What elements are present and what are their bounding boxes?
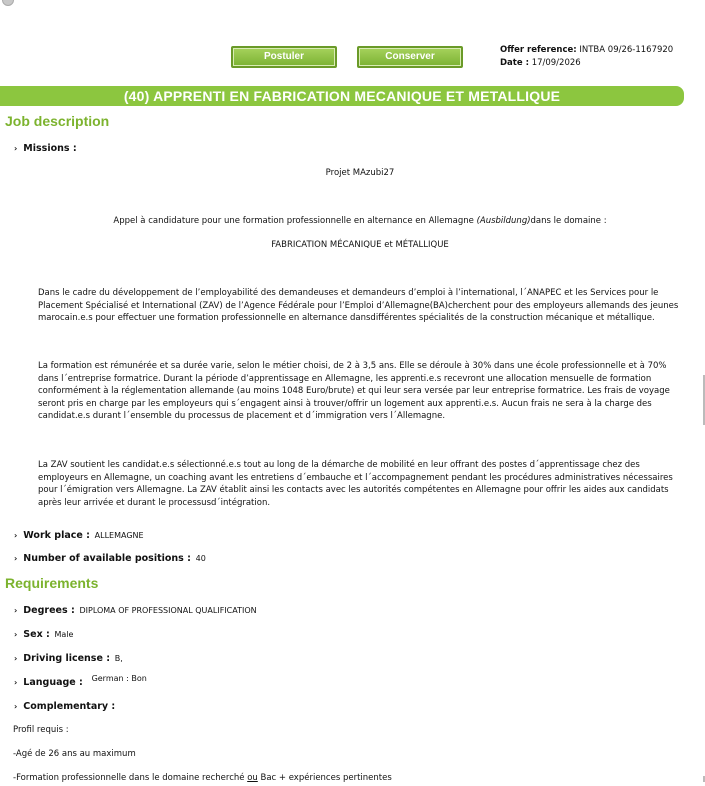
conserver-button[interactable]: Conserver: [357, 46, 463, 68]
language-label: Language :: [23, 677, 83, 688]
language-row: [14, 674, 147, 688]
appel-text: Appel à candidature pour une formation professionnelle en alternance en Allemagne: [113, 216, 477, 226]
appel-text-end: dans le domaine :: [530, 216, 607, 226]
formation-ou: ou: [247, 773, 258, 783]
chevron-right-icon: ›: [14, 144, 18, 153]
missions-label: Missions :: [23, 143, 77, 154]
job-title-bar: (40) APPRENTI EN FABRICATION MECANIQUE ET METALLIQUE: [0, 86, 684, 106]
chevron-right-icon: ›: [14, 654, 18, 663]
chevron-right-icon: ›: [14, 606, 18, 615]
chevron-right-icon: ›: [14, 702, 18, 711]
description-paragraph-3: La ZAV soutient les candidat.e.s sélectionné.e.s tout au long de la démarche de mobilité en leur offrant des postes d´apprentissage chez des employeurs en Allemagne, un coaching avant les entretiens d´embauche et l´accompagnement pendant les procédures administratives nécessaires pour l´émigration vers Allemagne. La ZAV établit ainsi les contacts avec les autorités compétentes en Allemagne pour offrir les aides aux candidats après leur arrivée et durant le processusd´intégration.: [38, 460, 673, 508]
projet-line: Projet MAzubi27: [325, 168, 395, 178]
language-value: German : Bon: [91, 674, 147, 683]
work-place-label: Work place :: [23, 530, 90, 541]
description-paragraph-2: La formation est rémunérée et sa durée varie, selon le métier choisi, de 2 à 3,5 ans. Elle se déroule à 30% dans une école professionnelle et à 70% dans l´entreprise formatrice. Durant la période d’apprentissage en Allemagne, les apprenti.e.s recevront une allocation mensuelle de formation conformément à la réglementation allemande (au moins 1048 Euro/brute) et qui leur sera versée par leur entreprise formatrice. Les frais de voyage seront pris en charge par les employeurs qui s´engagent ainsi à trouver/offrir un logement aux apprenti.e.s. Aucun frais ne sera à la charge des candidat.e.s durant l´ensemble du processus de placement et d´immigration vers l´Allemagne.: [38, 361, 670, 421]
driving-license-value: B,: [114, 654, 123, 663]
sex-value: Male: [54, 630, 74, 639]
requirements-heading: Requirements: [5, 575, 99, 591]
formation-text: -Formation professionnelle dans le domaine recherché: [13, 773, 248, 783]
formation-text-end: Bac + expériences pertinentes: [257, 773, 392, 783]
chevron-right-icon: ›: [14, 630, 18, 639]
driving-license-row: [14, 653, 123, 664]
offer-date-label: Date :: [500, 58, 529, 68]
missions-row: [14, 143, 77, 154]
positions-row: [14, 553, 206, 564]
chevron-right-icon: ›: [14, 531, 18, 540]
degrees-label: Degrees :: [23, 605, 75, 616]
sex-row: [14, 629, 73, 640]
driving-license-label: Driving license :: [23, 653, 110, 664]
description-paragraph-1: Dans le cadre du développement de l’employabilité des demandeuses et demandeurs d’emploi à l’international, l´ANAPEC et les Services pour le Placement Spécialisé et International (ZAV) de l’Agence Fédérale pour l’Emploi d’Allemagne(BA)cherchent pour des employeurs allemands des jeunes marocain.e.s pour effectuer une formation professionnelle en alternance dansdifférentes spécialités de la construction mécanique et métallique.: [38, 288, 679, 323]
window-corner-dot-icon: [2, 0, 14, 6]
chevron-right-icon: ›: [14, 554, 18, 563]
formation-requirement: [13, 773, 392, 783]
age-requirement: -Agé de 26 ans au maximum: [13, 749, 136, 759]
appel-italic: (Ausbildung): [476, 216, 531, 226]
domaine-line: FABRICATION MÉCANIQUE et MÉTALLIQUE: [271, 240, 449, 250]
offer-reference-value: INTBA 09/26-1167920: [579, 45, 674, 55]
offer-reference-label: Offer reference:: [500, 45, 577, 55]
degrees-value: DIPLOMA OF PROFESSIONAL QUALIFICATION: [79, 606, 257, 615]
work-place-row: [14, 530, 144, 541]
offer-reference: [500, 44, 673, 57]
degrees-row: [14, 605, 257, 616]
profil-requis: Profil requis :: [13, 725, 69, 735]
postuler-button[interactable]: Postuler: [231, 46, 337, 68]
job-description-heading: Job description: [5, 113, 110, 129]
work-place-value: ALLEMAGNE: [94, 531, 144, 540]
chevron-right-icon: ›: [14, 678, 18, 687]
sex-label: Sex :: [23, 629, 50, 640]
positions-value: 40: [195, 554, 206, 563]
appel-line: [0, 216, 705, 226]
offer-date-value: 17/09/2026: [531, 58, 581, 68]
offer-meta: [500, 44, 673, 70]
positions-label: Number of available positions :: [23, 553, 191, 564]
complementary-label: Complementary :: [23, 701, 116, 712]
offer-date: [500, 57, 673, 70]
complementary-row: [14, 701, 115, 712]
